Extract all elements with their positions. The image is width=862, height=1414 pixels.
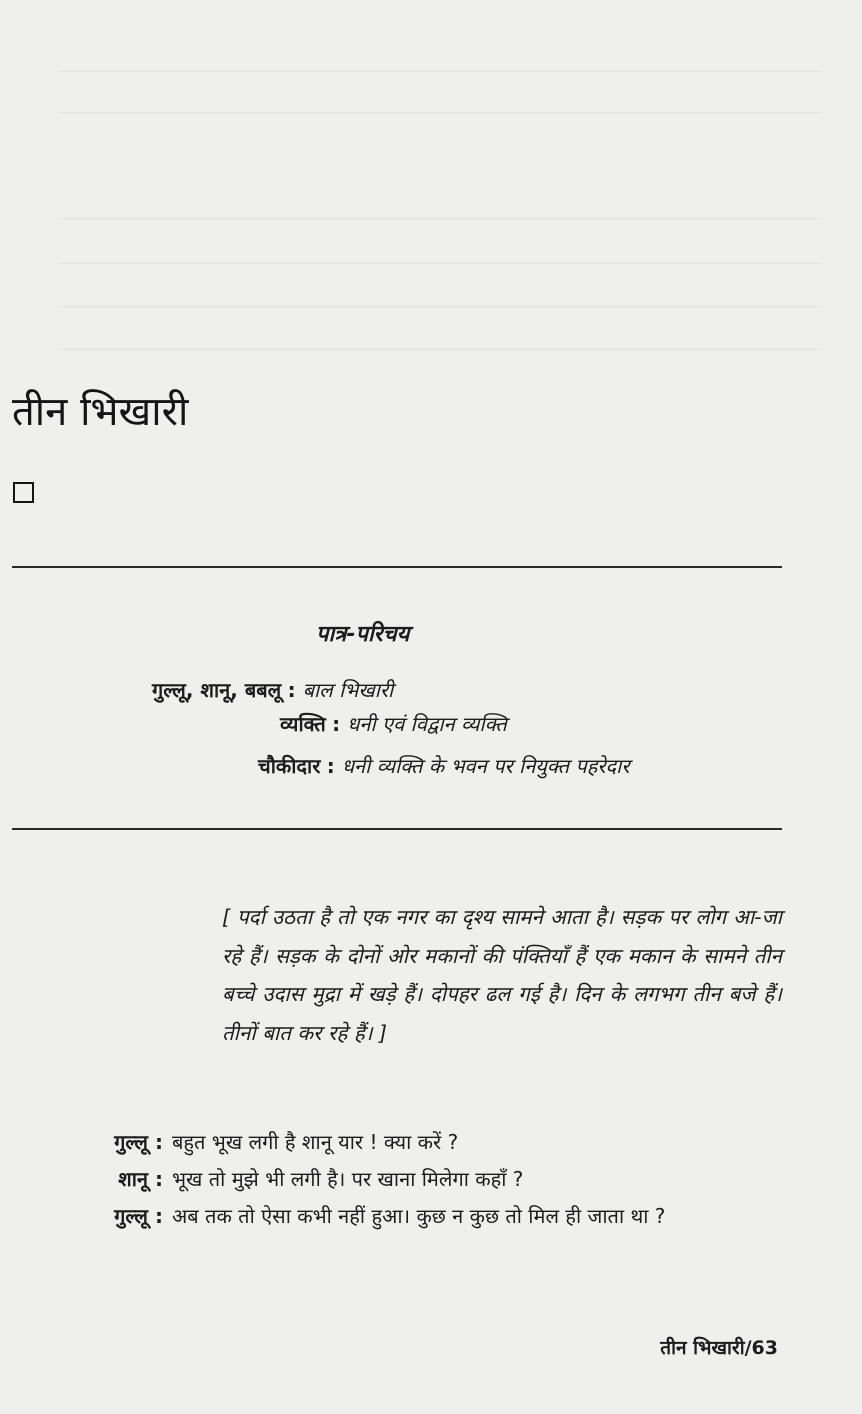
chapter-title: तीन भिखारी	[12, 389, 189, 435]
speaker-colon: :	[148, 1204, 163, 1228]
character-colon: :	[332, 712, 348, 736]
running-footer: तीन भिखारी/63	[660, 1337, 778, 1359]
show-through-line	[60, 70, 820, 72]
character-row	[258, 752, 630, 786]
show-through-line	[60, 306, 820, 308]
show-through-line	[60, 262, 820, 264]
character-row	[280, 710, 507, 744]
speaker-colon: :	[148, 1167, 163, 1191]
checkbox-icon	[13, 482, 34, 503]
character-row	[152, 676, 393, 710]
character-name: चौकीदार	[258, 754, 321, 778]
bottom-divider	[12, 828, 782, 830]
stage-direction: [ पर्दा उठता है तो एक नगर का दृश्य सामने आता है। सड़क पर लोग आ-जा रहे हैं। सड़क के दोनों ओर मकानों की पंक्तियाँ हैं एक मकान के सामने तीन बच्चे उदास मुद्रा में खड़े हैं। दोपहर ढल गई है। दिन के लगभग तीन बजे हैं। तीनों बात कर रहे हैं। ]	[222, 905, 782, 1045]
show-through-line	[60, 112, 820, 114]
character-desc: बाल भिखारी	[302, 678, 394, 702]
speaker-name: गुल्लू	[114, 1204, 148, 1228]
dialogue-line	[70, 1161, 782, 1198]
character-name: व्यक्ति	[280, 712, 326, 736]
character-desc: धनी एवं विद्वान व्यक्ति	[347, 712, 507, 736]
character-colon: :	[287, 678, 303, 702]
show-through-line	[60, 348, 820, 350]
characters-heading: पात्र-परिचय	[316, 622, 410, 647]
dialogue-line	[70, 1198, 782, 1235]
top-divider	[12, 566, 782, 568]
speaker-colon: :	[148, 1130, 163, 1154]
dialogue-text: भूख तो मुझे भी लगी है। पर खाना मिलेगा कहाँ ?	[172, 1167, 524, 1191]
character-colon: :	[326, 754, 342, 778]
show-through-line	[60, 218, 820, 220]
dialogue-line	[70, 1124, 782, 1161]
speaker-name: गुल्लू	[114, 1130, 148, 1154]
character-desc: धनी व्यक्ति के भवन पर नियुक्त पहरेदार	[341, 754, 630, 778]
speaker-name: शानू	[118, 1167, 148, 1191]
dialogue-text: बहुत भूख लगी है शानू यार ! क्या करें ?	[172, 1130, 459, 1154]
dialogue-block	[70, 1124, 782, 1235]
dialogue-text: अब तक तो ऐसा कभी नहीं हुआ। कुछ न कुछ तो मिल ही जाता था ?	[172, 1204, 666, 1228]
character-name: गुल्लू, शानू, बबलू	[152, 678, 282, 702]
